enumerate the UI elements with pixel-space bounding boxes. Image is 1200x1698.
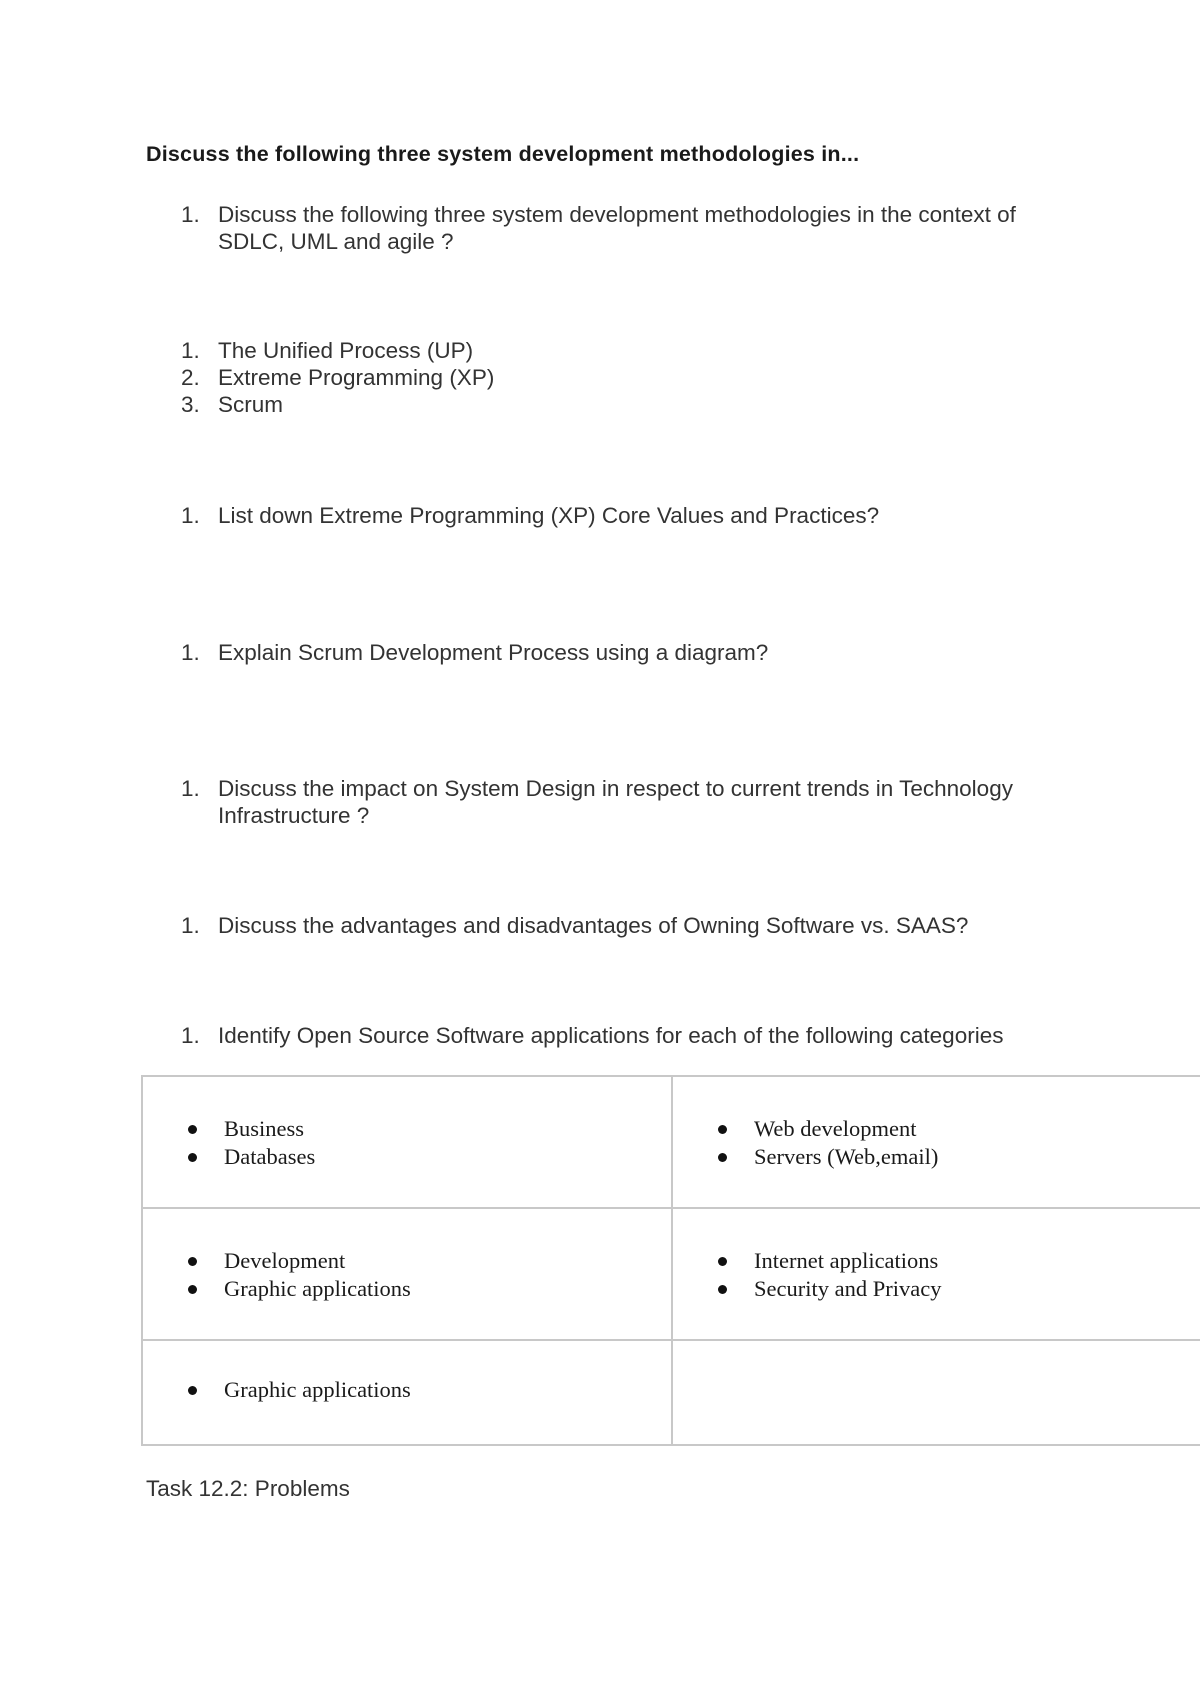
list-number: 1. [181, 776, 200, 801]
list-item [187, 1247, 671, 1275]
page-title: Discuss the following three system development methodologies in... [146, 142, 860, 166]
category-text: Databases [224, 1144, 316, 1169]
category-text: Graphic applications [224, 1377, 411, 1402]
table-row [142, 1340, 1200, 1445]
question-list-3 [178, 639, 1078, 666]
question-text-line: Discuss the following three system development methodologies in the context of [218, 202, 1016, 227]
category-text: Internet applications [754, 1248, 939, 1273]
list-number: 1. [181, 503, 200, 528]
list-number: 2. [181, 365, 200, 390]
list-item [178, 1022, 1078, 1049]
list-item [717, 1115, 1200, 1143]
category-text: Security and Privacy [754, 1276, 942, 1301]
bullet-icon [718, 1153, 727, 1162]
list-number: 3. [181, 392, 200, 417]
table-cell [142, 1076, 672, 1208]
table-row [142, 1208, 1200, 1340]
bullet-icon [188, 1285, 197, 1294]
list-item [717, 1275, 1200, 1303]
category-list [143, 1209, 671, 1303]
bullet-icon [188, 1153, 197, 1162]
question-list-2 [178, 502, 1078, 529]
category-text: Graphic applications [224, 1276, 411, 1301]
category-text: Business [224, 1116, 305, 1141]
category-list [143, 1341, 671, 1404]
bullet-icon [718, 1285, 727, 1294]
question-text: Explain Scrum Development Process using a diagram? [218, 640, 769, 665]
list-number: 1. [181, 913, 200, 938]
question-text: Discuss the advantages and disadvantages of Owning Software vs. SAAS? [218, 913, 969, 938]
question-list-4 [178, 775, 1078, 829]
methodology-text: The Unified Process (UP) [218, 338, 474, 363]
question-text-line: Infrastructure ? [218, 803, 370, 828]
bullet-icon [188, 1386, 197, 1395]
methodology-text: Extreme Programming (XP) [218, 365, 495, 390]
category-text: Development [224, 1248, 346, 1273]
list-item [187, 1115, 671, 1143]
methodology-list [178, 337, 1078, 418]
question-text-line: Discuss the impact on System Design in respect to current trends in Technology [218, 776, 1013, 801]
list-number: 1. [181, 338, 200, 363]
table-cell [142, 1340, 672, 1445]
list-item [187, 1143, 671, 1171]
table-row [142, 1076, 1200, 1208]
category-list [143, 1077, 671, 1171]
question-list-5 [178, 912, 1078, 939]
list-number: 1. [181, 202, 200, 227]
list-number: 1. [181, 1023, 200, 1048]
table-cell [672, 1076, 1200, 1208]
question-text: List down Extreme Programming (XP) Core Values and Practices? [218, 503, 880, 528]
category-list [673, 1209, 1200, 1303]
list-item [178, 337, 1078, 364]
question-text: Identify Open Source Software applications for each of the following categories [218, 1023, 1004, 1048]
list-item [178, 775, 1078, 829]
bullet-icon [188, 1125, 197, 1134]
table-cell [672, 1208, 1200, 1340]
list-item [178, 364, 1078, 391]
list-item [187, 1376, 671, 1404]
task-heading: Task 12.2: Problems [146, 1476, 350, 1501]
question-list-1 [178, 201, 1078, 255]
methodology-text: Scrum [218, 392, 284, 417]
list-item [178, 201, 1078, 255]
list-item [178, 912, 1078, 939]
category-text: Web development [754, 1116, 917, 1141]
list-item [187, 1275, 671, 1303]
categories-table [141, 1075, 1200, 1446]
list-item [178, 502, 1078, 529]
table-cell [142, 1208, 672, 1340]
bullet-icon [188, 1257, 197, 1266]
list-item [178, 391, 1078, 418]
list-item [717, 1143, 1200, 1171]
list-number: 1. [181, 640, 200, 665]
category-list [673, 1077, 1200, 1171]
bullet-icon [718, 1125, 727, 1134]
category-text: Servers (Web,email) [754, 1144, 939, 1169]
list-item [717, 1247, 1200, 1275]
list-item [178, 639, 1078, 666]
table-cell-empty [672, 1340, 1200, 1445]
question-list-6 [178, 1022, 1078, 1049]
question-text-line: SDLC, UML and agile ? [218, 229, 454, 254]
bullet-icon [718, 1257, 727, 1266]
